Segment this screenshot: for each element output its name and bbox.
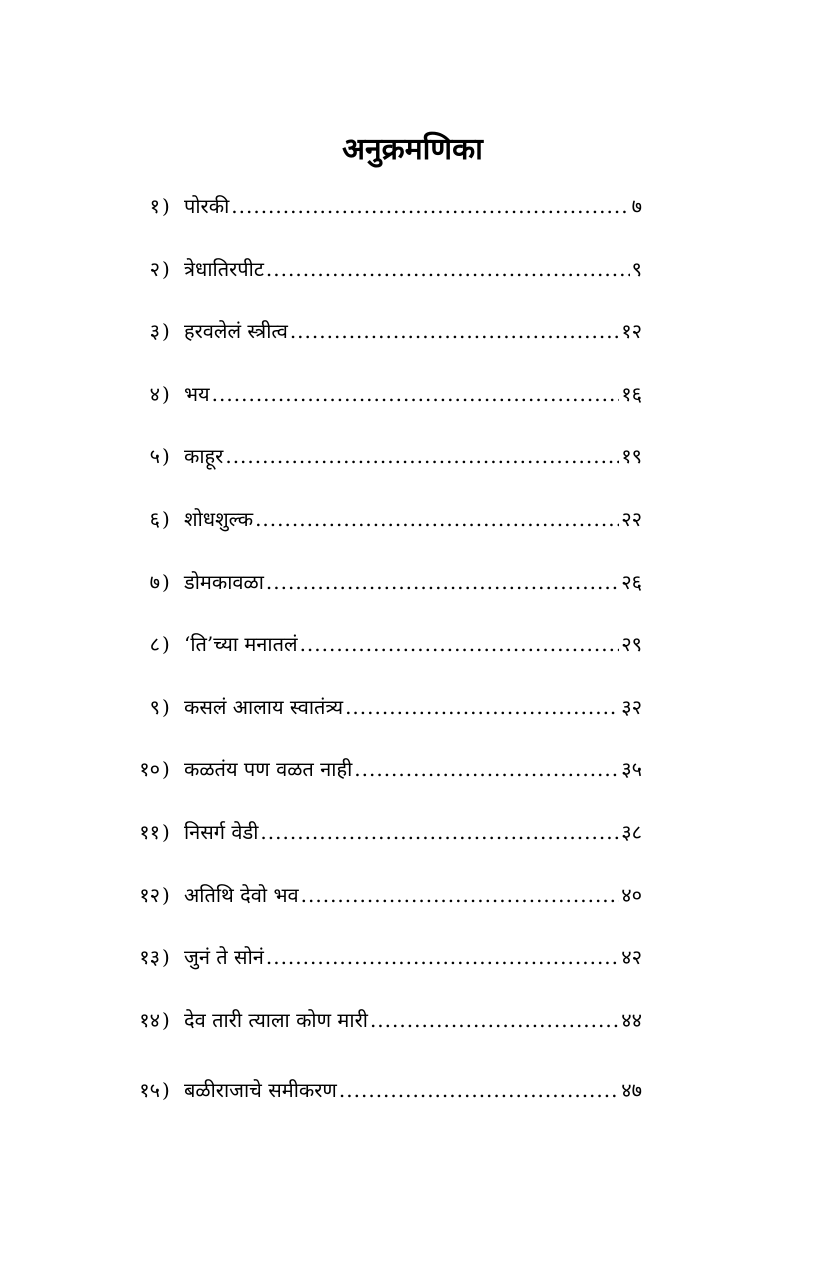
- entry-paren: ): [162, 381, 170, 406]
- entry-paren: ): [162, 945, 170, 970]
- dot-leader: [354, 749, 619, 789]
- dot-leader: [260, 812, 619, 852]
- entry-paren: ): [162, 694, 170, 719]
- entry-number: ८: [149, 632, 160, 657]
- entry-paren: ): [162, 819, 170, 844]
- toc-entry: [112, 1000, 642, 1063]
- toc-entry: [112, 374, 642, 437]
- entry-paren: ): [162, 256, 170, 281]
- dot-leader: [266, 249, 630, 289]
- entry-title: निसर्ग वेडी: [184, 819, 259, 844]
- entry-page-number: १९: [621, 444, 642, 469]
- toc-entry: [112, 562, 642, 625]
- entry-title: जुनं ते सोनं: [184, 945, 264, 970]
- entry-page-number: ३५: [621, 757, 642, 782]
- entry-paren: ): [162, 882, 170, 907]
- entry-title: पोरकी: [184, 194, 230, 218]
- dot-leader: [225, 436, 619, 476]
- entry-number: ७: [149, 569, 160, 594]
- entry-page-number: २२: [621, 506, 642, 531]
- dot-leader: [266, 562, 619, 602]
- entry-page-number: ७: [631, 194, 642, 218]
- toc-entry: [112, 937, 642, 1000]
- entry-title: कसलं आलाय स्वातंत्र्य: [184, 694, 344, 719]
- entry-number: १२: [139, 882, 160, 907]
- entry-title: कळतंय पण वळत नाही: [184, 757, 353, 782]
- dot-leader: [370, 1000, 619, 1040]
- entry-title: अतिथि देवो भव: [184, 882, 299, 907]
- entry-paren: ): [162, 194, 170, 218]
- page-title: अनुक्रमणिका: [342, 132, 483, 168]
- entry-page-number: ३८: [621, 819, 642, 844]
- toc-entry: [112, 1070, 642, 1133]
- entry-number: ६: [149, 506, 160, 531]
- toc-entry: [112, 624, 642, 687]
- entry-title: हरवलेलं स्त्रीत्व: [184, 319, 288, 344]
- dot-leader: [290, 311, 619, 351]
- dot-leader: [345, 687, 619, 727]
- toc-entry: [112, 749, 642, 812]
- entry-title: काहूर: [184, 444, 224, 469]
- entry-number: ९: [149, 694, 160, 719]
- entry-title: डोमकावळा: [184, 569, 264, 594]
- entry-number: २: [149, 256, 160, 281]
- entry-paren: ): [162, 632, 170, 657]
- entry-paren: ): [162, 319, 170, 344]
- entry-paren: ): [162, 1078, 170, 1103]
- entry-page-number: ३२: [621, 694, 642, 719]
- table-of-contents: [112, 186, 642, 1133]
- entry-title: त्रेधातिरपीट: [184, 256, 264, 281]
- entry-page-number: ४०: [621, 882, 642, 907]
- entry-page-number: १६: [621, 381, 642, 406]
- entry-page-number: २६: [621, 569, 642, 594]
- dot-leader: [339, 1070, 619, 1110]
- entry-page-number: १२: [621, 319, 642, 344]
- entry-number: ५: [149, 444, 160, 469]
- dot-leader: [231, 186, 629, 226]
- entry-number: ३: [149, 319, 160, 344]
- entry-page-number: ४४: [621, 1007, 642, 1032]
- entry-number: ११: [139, 819, 160, 844]
- entry-title: भय: [184, 381, 210, 406]
- entry-page-number: ४२: [621, 945, 642, 970]
- entry-page-number: ४७: [621, 1078, 642, 1103]
- entry-number: १४: [139, 1007, 160, 1032]
- dot-leader: [266, 937, 619, 977]
- entry-title: देव तारी त्याला कोण मारी: [184, 1007, 368, 1032]
- entry-number: १५: [139, 1078, 160, 1103]
- toc-entry: [112, 186, 642, 249]
- dot-leader: [300, 624, 620, 664]
- entry-title: शोधशुल्क: [184, 506, 254, 531]
- entry-paren: ): [162, 1007, 170, 1032]
- entry-number: ४: [149, 381, 160, 406]
- toc-entry: [112, 499, 642, 562]
- toc-entry: [112, 875, 642, 938]
- entry-page-number: २९: [621, 632, 642, 657]
- entry-paren: ): [162, 757, 170, 782]
- entry-title: बळीराजाचे समीकरण: [184, 1078, 337, 1103]
- entry-paren: ): [162, 444, 170, 469]
- toc-entry: [112, 687, 642, 750]
- toc-entry: [112, 436, 642, 499]
- dot-leader: [212, 374, 620, 414]
- dot-leader: [255, 499, 619, 539]
- toc-entry: [112, 311, 642, 374]
- dot-leader: [301, 875, 620, 915]
- entry-paren: ): [162, 569, 170, 594]
- toc-entry: [112, 249, 642, 312]
- entry-number: १०: [139, 757, 160, 782]
- toc-entry: [112, 812, 642, 875]
- entry-page-number: ९: [631, 256, 642, 281]
- entry-number: १: [149, 194, 160, 218]
- entry-title: ‘ति’च्या मनातलं: [184, 632, 298, 657]
- entry-paren: ): [162, 506, 170, 531]
- entry-number: १३: [139, 945, 160, 970]
